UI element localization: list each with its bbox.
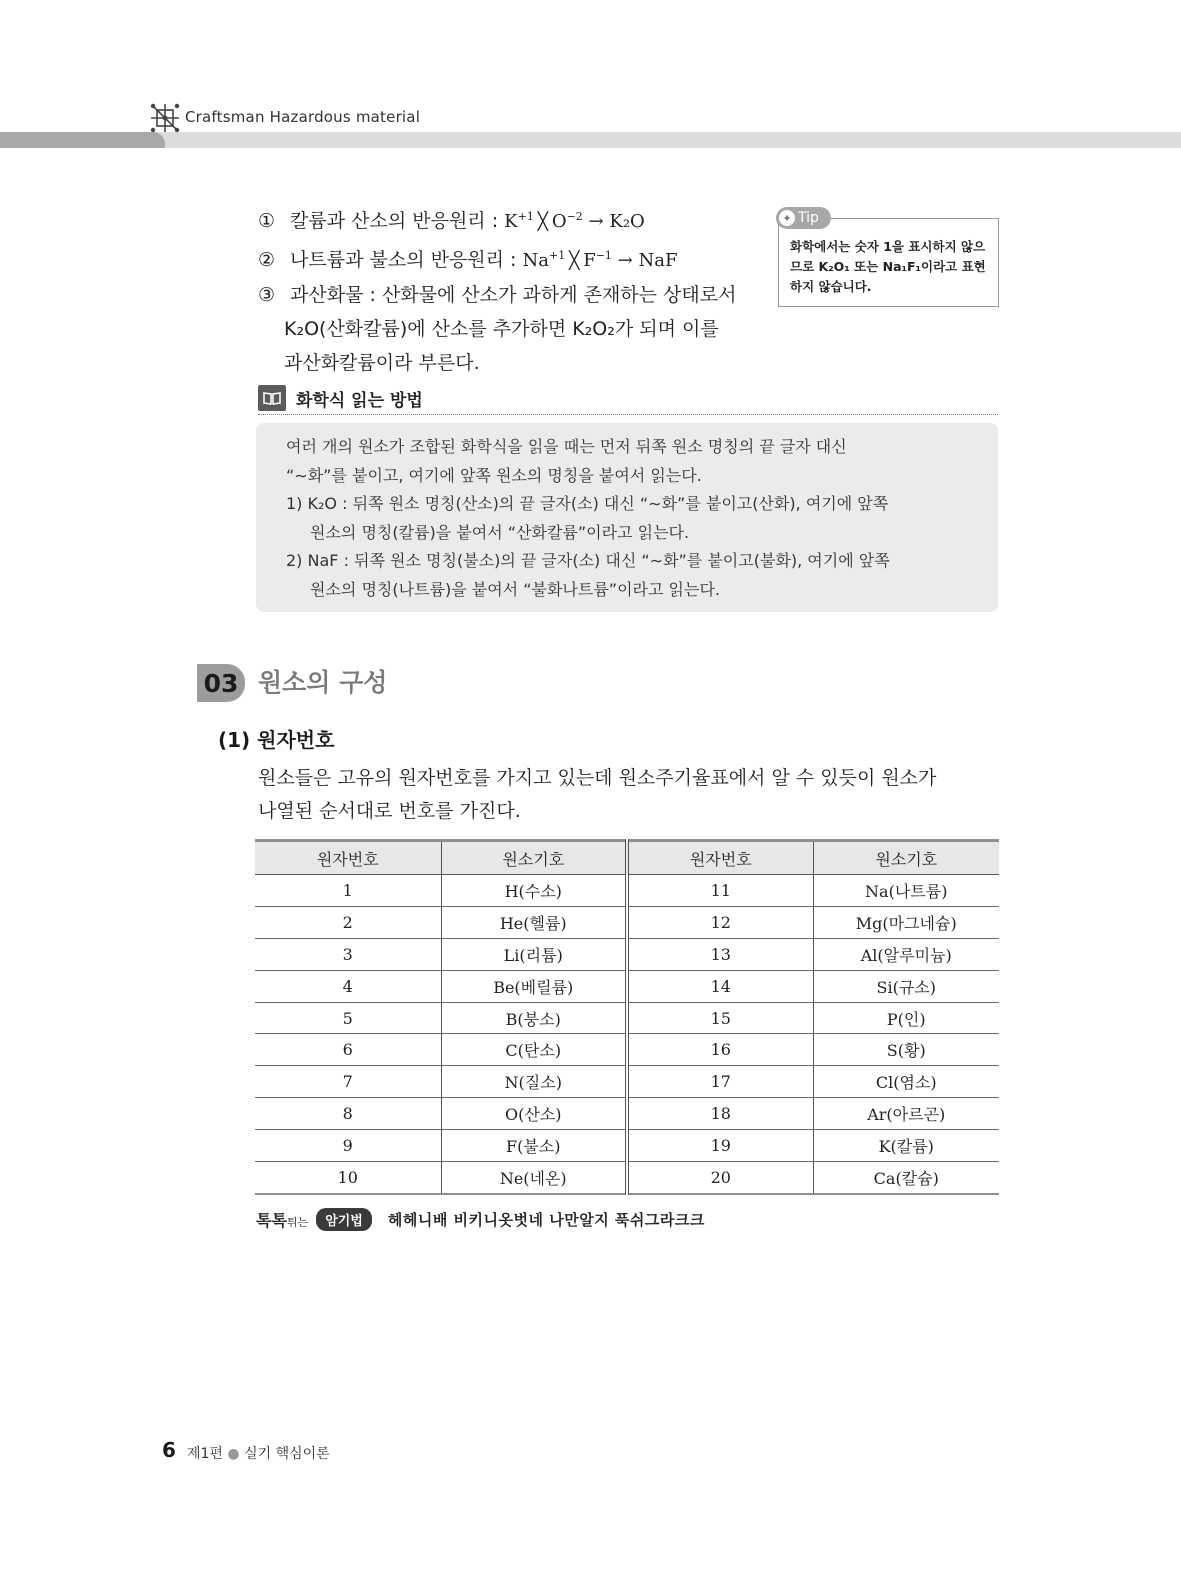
header-band xyxy=(0,132,1181,148)
table-row: 9 F(불소) 19 K(칼륨) xyxy=(255,1130,999,1162)
tip-label: Tip xyxy=(798,210,819,226)
footer-chapter: 제1편 ● 실기 핵심이론 xyxy=(187,1446,330,1462)
reaction-label: 나트륨과 불소의 반응원리 : xyxy=(290,249,517,271)
reaction-label: 칼륨과 산소의 반응원리 : xyxy=(290,210,499,232)
reaction-text-cont: K₂O(산화칼륨)에 산소를 추가하면 K₂O₂가 되며 이를 xyxy=(284,318,719,340)
subsection-title: (1) 원자번호 xyxy=(218,728,335,752)
column-header: 원소기호 xyxy=(441,841,627,875)
table-row: 8 O(산소) 18 Ar(아르곤) xyxy=(255,1098,999,1130)
item-number: ① xyxy=(258,210,276,232)
reading-example-cont: 원소의 명칭(나트륨)을 붙여서 “불화나트륨”이라고 읽는다. xyxy=(310,579,720,599)
reading-example: 2) NaF : 뒤쪽 원소 명칭(불소)의 끝 글자(소) 대신 “∼화”를 붙이고(불화), 여기에 앞쪽 xyxy=(286,551,890,570)
header-band-accent xyxy=(0,132,165,148)
reading-example-cont: 원소의 명칭(칼륨)을 붙여서 “산화칼륨”이라고 읽는다. xyxy=(310,522,690,542)
reaction-line-2 xyxy=(258,239,768,278)
table-row: 10 Ne(네온) 20 Ca(칼슘) xyxy=(255,1162,999,1194)
table-row: 3 Li(리튬) 13 Al(알루미늄) xyxy=(255,938,999,970)
table-row: 7 N(질소) 17 Cl(염소) xyxy=(255,1066,999,1098)
mnemonic-badge: 암기법 xyxy=(316,1208,372,1231)
page-number: 6 xyxy=(162,1438,176,1462)
reaction-text-cont: 과산화칼륨이라 부른다. xyxy=(284,352,480,374)
atomic-number-table xyxy=(255,839,999,1195)
book-icon xyxy=(258,385,286,411)
item-number: ③ xyxy=(258,284,276,306)
table-row: 6 C(탄소) 16 S(황) xyxy=(255,1034,999,1066)
tip-badge xyxy=(776,207,831,229)
dotted-divider xyxy=(258,414,998,415)
body-paragraph: 원소들은 고유의 원자번호를 가지고 있는데 원소주기율표에서 알 수 있듯이 원소가 나열된 순서대로 번호를 가진다. xyxy=(258,767,937,822)
column-header: 원자번호 xyxy=(627,841,813,875)
arrow-icon: → xyxy=(617,250,633,271)
item-number: ② xyxy=(258,249,276,271)
reading-intro: 여러 개의 원소가 조합된 화학식을 읽을 때는 먼저 뒤쪽 원소 명칭의 끝 글자 대신 xyxy=(286,437,847,456)
mnemonic-line xyxy=(256,1208,705,1231)
column-header: 원소기호 xyxy=(813,841,999,875)
reading-content xyxy=(286,433,976,604)
mnemonic-text: 헤헤니배 비키니옷벗네 나만알지 푹쉬그라크크 xyxy=(387,1211,705,1229)
reading-heading xyxy=(258,385,423,411)
cross-icon: ╳ xyxy=(569,251,580,271)
reading-intro: “∼화”를 붙이고, 여기에 앞쪽 원소의 명칭을 붙여서 읽는다. xyxy=(286,465,702,485)
reaction-line-3 xyxy=(258,278,768,312)
section-title: 원소의 구성 xyxy=(258,668,388,697)
tip-text: 화학에서는 숫자 1을 표시하지 않으므로 K₂O₁ 또는 Na₁F₁이라고 표현하지 않습니다. xyxy=(790,239,986,294)
table-row: 2 He(헬륨) 12 Mg(마그네슘) xyxy=(255,906,999,938)
table-row: 4 Be(베릴륨) 14 Si(규소) xyxy=(255,970,999,1002)
reaction-formula: $Na^{+1}$ ╳ $F^{-1}$ → NaF xyxy=(523,250,678,271)
section-number-badge: 03 xyxy=(197,664,245,702)
header-title: Craftsman Hazardous material xyxy=(185,108,421,126)
table-row: 5 B(붕소) 15 P(인) xyxy=(255,1002,999,1034)
reaction-list xyxy=(258,200,768,380)
reaction-text: 과산화물 : 산화물에 산소가 과하게 존재하는 상태로서 xyxy=(290,284,737,306)
mnemonic-brand: 톡톡튀는 xyxy=(256,1211,309,1230)
reading-title: 화학식 읽는 방법 xyxy=(296,390,423,411)
table-header-row xyxy=(255,841,999,875)
bullet-icon: ● xyxy=(227,1446,240,1462)
arrow-icon: → xyxy=(588,211,604,232)
cube-logo-icon xyxy=(150,103,180,133)
reaction-line-1 xyxy=(258,200,768,239)
lightbulb-icon: ✦ xyxy=(779,210,795,226)
column-header: 원자번호 xyxy=(255,841,441,875)
cross-icon: ╳ xyxy=(537,212,548,232)
table-row: 1 H(수소) 11 Na(나트륨) xyxy=(255,875,999,907)
reading-example: 1) K₂O : 뒤쪽 원소 명칭(산소)의 끝 글자(소) 대신 “∼화”를 붙이고(산화), 여기에 앞쪽 xyxy=(286,494,889,513)
reaction-formula: $K^{+1}$ ╳ $O^{-2} \to K_2O$ xyxy=(504,211,645,232)
